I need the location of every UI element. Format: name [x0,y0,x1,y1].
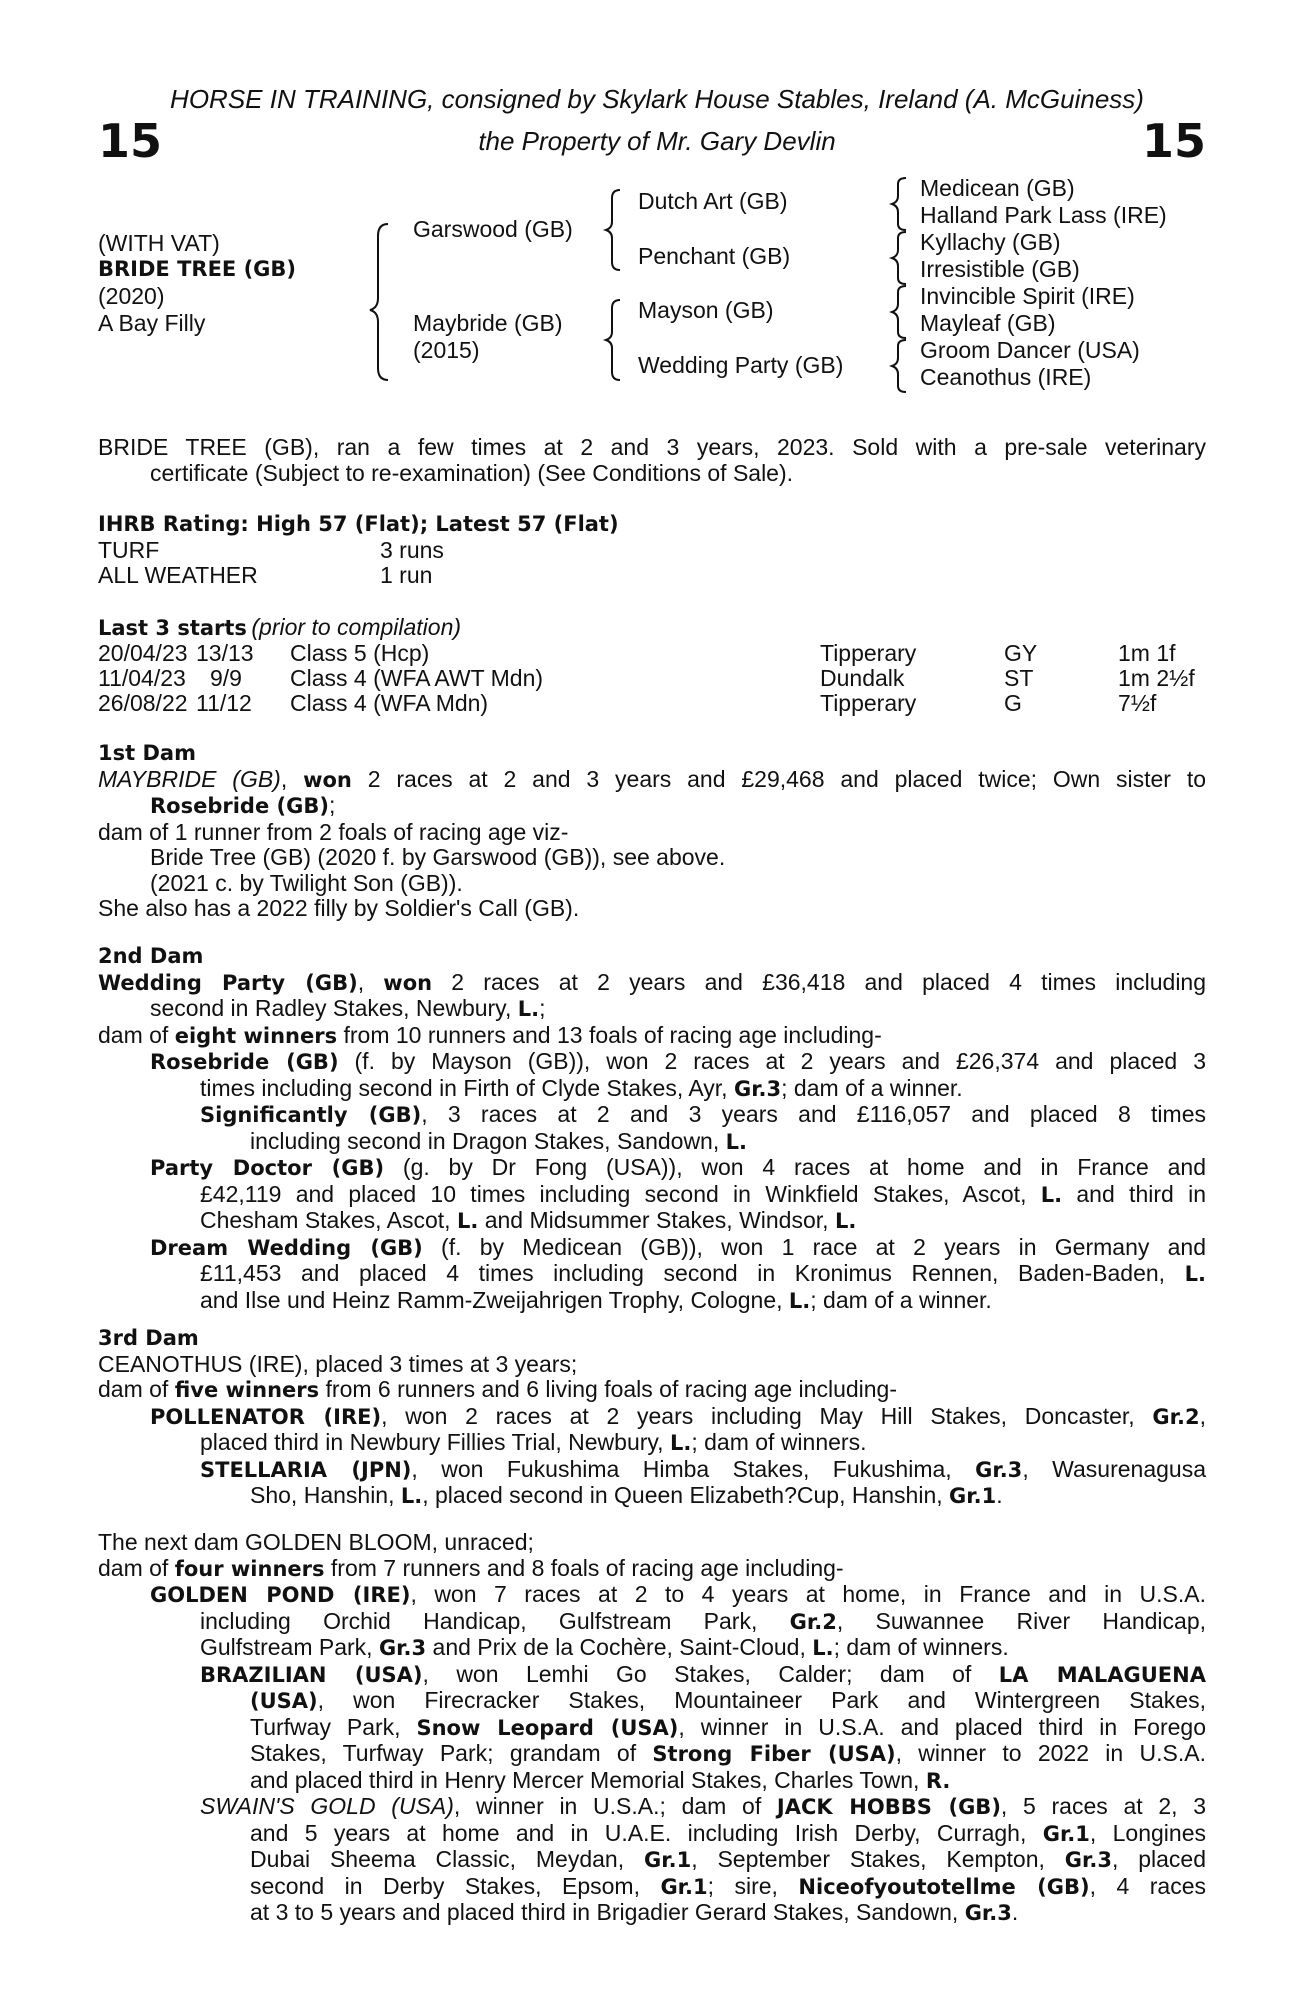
start-distance: 1m 2½f [1118,665,1195,691]
property-line: the Property of Mr. Gary Devlin [478,126,836,156]
start-row [98,690,1208,716]
produce-entry: Bride Tree (GB) (2020 f. by Garswood (GB)), see above. [150,844,726,870]
horse-name: BRIDE TREE (GB) [98,257,297,281]
start-date: 11/04/23 [98,665,186,691]
lot-number-right: 15 [1141,114,1206,168]
rating-row-all-weather [98,562,1208,588]
start-course: Tipperary [820,640,917,666]
start-going: ST [1004,665,1034,691]
intro-line-2: certificate (Subject to re-examination) (See Conditions of Sale). [150,459,794,486]
horse-year: (2020) [98,283,165,309]
vat-note: (WITH VAT) [98,230,220,256]
rating-runs: 1 run [380,562,433,588]
dam: Maybride (GB) [413,310,563,336]
start-distance: 7½f [1118,690,1157,716]
produce-name: Party Doctor (GB) [150,1156,385,1180]
second-dam-section: 2nd Dam Wedding Party (GB), won 2 races at 2 years and £36,418 and placed 4 times including second in Radley Stakes, Newbury, L.; dam of eight winners from 10 runners and 13 foals of racing age including- Rosebride (GB) (f. by Mayson (GB)), won 2 races at 2 years and £26,374 and placed 3 times including second in Firth of Clyde Stakes, Ayr, Gr.3; dam of a winner. Significantly (GB), 3 races at 2 and 3 years and £116,057 and placed 8 times including second in Dragon Stakes, Sandown, L. Party Doctor (GB) (g. by Dr Fong (USA)), won 4 races at home and in France and £42,119 and placed 10 times including second in Winkfield Stakes, Ascot, L. and third in Chesham Stakes, Ascot, L. and Midsummer Stakes, Windsor, L. Dream Wedding (GB) (f. by Medicean (GB)), won 1 race at 2 years in Germany and £11,453 and placed 4 times including second in Kronimus Rennen, Baden-Baden, L. and Ilse und Heinz Ramm-Zweijahrigen Trophy, Cologne, L.; dam of a winner. [98,944,1207,1313]
start-course: Dundalk [820,665,905,691]
produce-name: STELLARIA (JPN) [200,1457,412,1482]
ancestor-7: Groom Dancer (USA) [920,337,1140,363]
lot-number-left: 15 [98,114,163,168]
rating-runs: 3 runs [380,537,444,563]
last-starts-subtitle: (prior to compilation) [251,614,462,640]
last-starts-title: Last 3 starts [98,616,247,640]
ancestor-5: Invincible Spirit (IRE) [920,283,1135,309]
ancestor-3: Kyllachy (GB) [920,229,1061,255]
start-row [98,665,1208,691]
intro-line-1: BRIDE TREE (GB), ran a few times at 2 and 3 years, 2023. Sold with a pre-sale veterinary [98,434,1206,460]
rating-surface: ALL WEATHER [98,562,258,588]
dam-name: MAYBRIDE (GB) [98,765,281,792]
start-race: Class 4 (WFA AWT Mdn) [290,665,544,691]
produce-name: BRAZILIAN (USA) [200,1662,423,1687]
start-date: 20/04/23 [98,640,188,666]
produce-entry: (2021 c. by Twilight Son (GB)). [150,869,463,896]
dam-dam: Wedding Party (GB) [638,352,844,378]
sire-sire: Dutch Art (GB) [638,188,788,214]
start-position: 11/12 [196,690,252,716]
rating-row-turf [98,537,1208,563]
rating-title: IHRB Rating: High 57 (Flat); Latest 57 (Flat) [98,512,619,536]
produce-name: GOLDEN POND (IRE) [150,1583,411,1607]
consignor-line: HORSE IN TRAINING, consigned by Skylark House Stables, Ireland (A. McGuiness) [170,84,1144,114]
rating-surface: TURF [98,537,160,563]
dam-sire: Mayson (GB) [638,297,774,323]
third-dam-section: 3rd Dam CEANOTHUS (IRE), placed 3 times at 3 years; dam of five winners from 6 runners and 6 living foals of racing age including- POLLENATOR (IRE), won 2 races at 2 years including May Hill Stakes, Doncaster, Gr.2, placed third in Newbury Fillies Trial, Newbury, L.; dam of winners. STELLARIA (JPN), won Fukushima Himba Stakes, Fukushima, Gr.3, Wasurenagusa Sho, Hanshin, L., placed second in Queen Elizabeth?Cup, Hanshin, Gr.1. [98,1326,1207,1508]
produce-name: SWAIN'S GOLD (USA) [200,1793,454,1819]
start-course: Tipperary [820,690,917,716]
start-race: Class 5 (Hcp) [290,640,430,666]
start-going: G [1004,690,1022,716]
produce-name: Dream Wedding (GB) [150,1235,423,1260]
first-dam-title: 1st Dam [98,741,196,765]
ancestor-4: Irresistible (GB) [920,256,1080,282]
produce-name: Rosebride (GB) [150,1050,339,1074]
ancestor-6: Mayleaf (GB) [920,310,1056,336]
start-position: 9/9 [210,665,242,691]
start-row [98,640,1208,666]
sire-dam: Penchant (GB) [638,243,791,269]
sire: Garswood (GB) [413,216,573,242]
sibling-name: Rosebride (GB) [150,794,329,818]
third-dam-title: 3rd Dam [98,1326,199,1350]
produce-name: Significantly (GB) [200,1103,422,1127]
first-dam-section: 1st Dam MAYBRIDE (GB), won 2 races at 2 and 3 years and £29,468 and placed twice; Own sister to Rosebride (GB); dam of 1 runner from 2 foals of racing age viz- Bride Tree (GB) (2020 f. by Garswood (GB)), see above. (2021 c. by Twilight Son (GB)). She also has a 2022 filly by Soldier's Call (GB). [98,741,1206,921]
second-dam-title: 2nd Dam [98,944,204,968]
horse-description: A Bay Filly [98,310,206,336]
start-date: 26/08/22 [98,690,188,716]
dam-name: Wedding Party (GB) [98,970,358,995]
ancestor-1: Medicean (GB) [920,175,1075,201]
next-dam-section: The next dam GOLDEN BLOOM, unraced; dam of four winners from 7 runners and 8 foals of racing age including- GOLDEN POND (IRE), won 7 races at 2 to 4 years at home, in France and in U.S.A. including Orchid Handicap, Gulfstream Park, Gr.2, Suwannee River Handicap, Gulfstream Park, Gr.3 and Prix de la Cochère, Saint-Cloud, L.; dam of winners. BRAZILIAN (USA), won Lemhi Go Stakes, Calder; dam of LA MALAGUENA (USA), won Firecracker Stakes, Mountaineer Park and Wintergreen Stakes, Turfway Park, Snow Leopard (USA), winner in U.S.A. and placed third in Forego Stakes, Turfway Park; grandam of Strong Fiber (USA), winner to 2022 in U.S.A. and placed third in Henry Mercer Memorial Stakes, Charles Town, R. SWAIN'S GOLD (USA), winner in U.S.A.; dam of JACK HOBBS (GB), 5 races at 2, 3 and 5 years at home and in U.A.E. including Irish Derby, Curragh, Gr.1, Longines Dubai Sheema Classic, Meydan, Gr.1, September Stakes, Kempton, Gr.3, placed second in Derby Stakes, Epsom, Gr.1; sire, Niceofyoutotellme (GB), 4 races at 3 to 5 years and placed third in Brigadier Gerard Stakes, Sandown, Gr.3. [98,1529,1207,1925]
start-going: GY [1004,640,1038,666]
intro-paragraph [98,435,1206,486]
ancestor-8: Ceanothus (IRE) [920,364,1092,390]
produce-name: POLLENATOR (IRE) [150,1404,382,1429]
start-distance: 1m 1f [1118,640,1176,666]
ancestor-2: Halland Park Lass (IRE) [920,202,1167,228]
dam-year: (2015) [413,337,480,363]
start-position: 13/13 [196,640,254,666]
start-race: Class 4 (WFA Mdn) [290,690,489,716]
